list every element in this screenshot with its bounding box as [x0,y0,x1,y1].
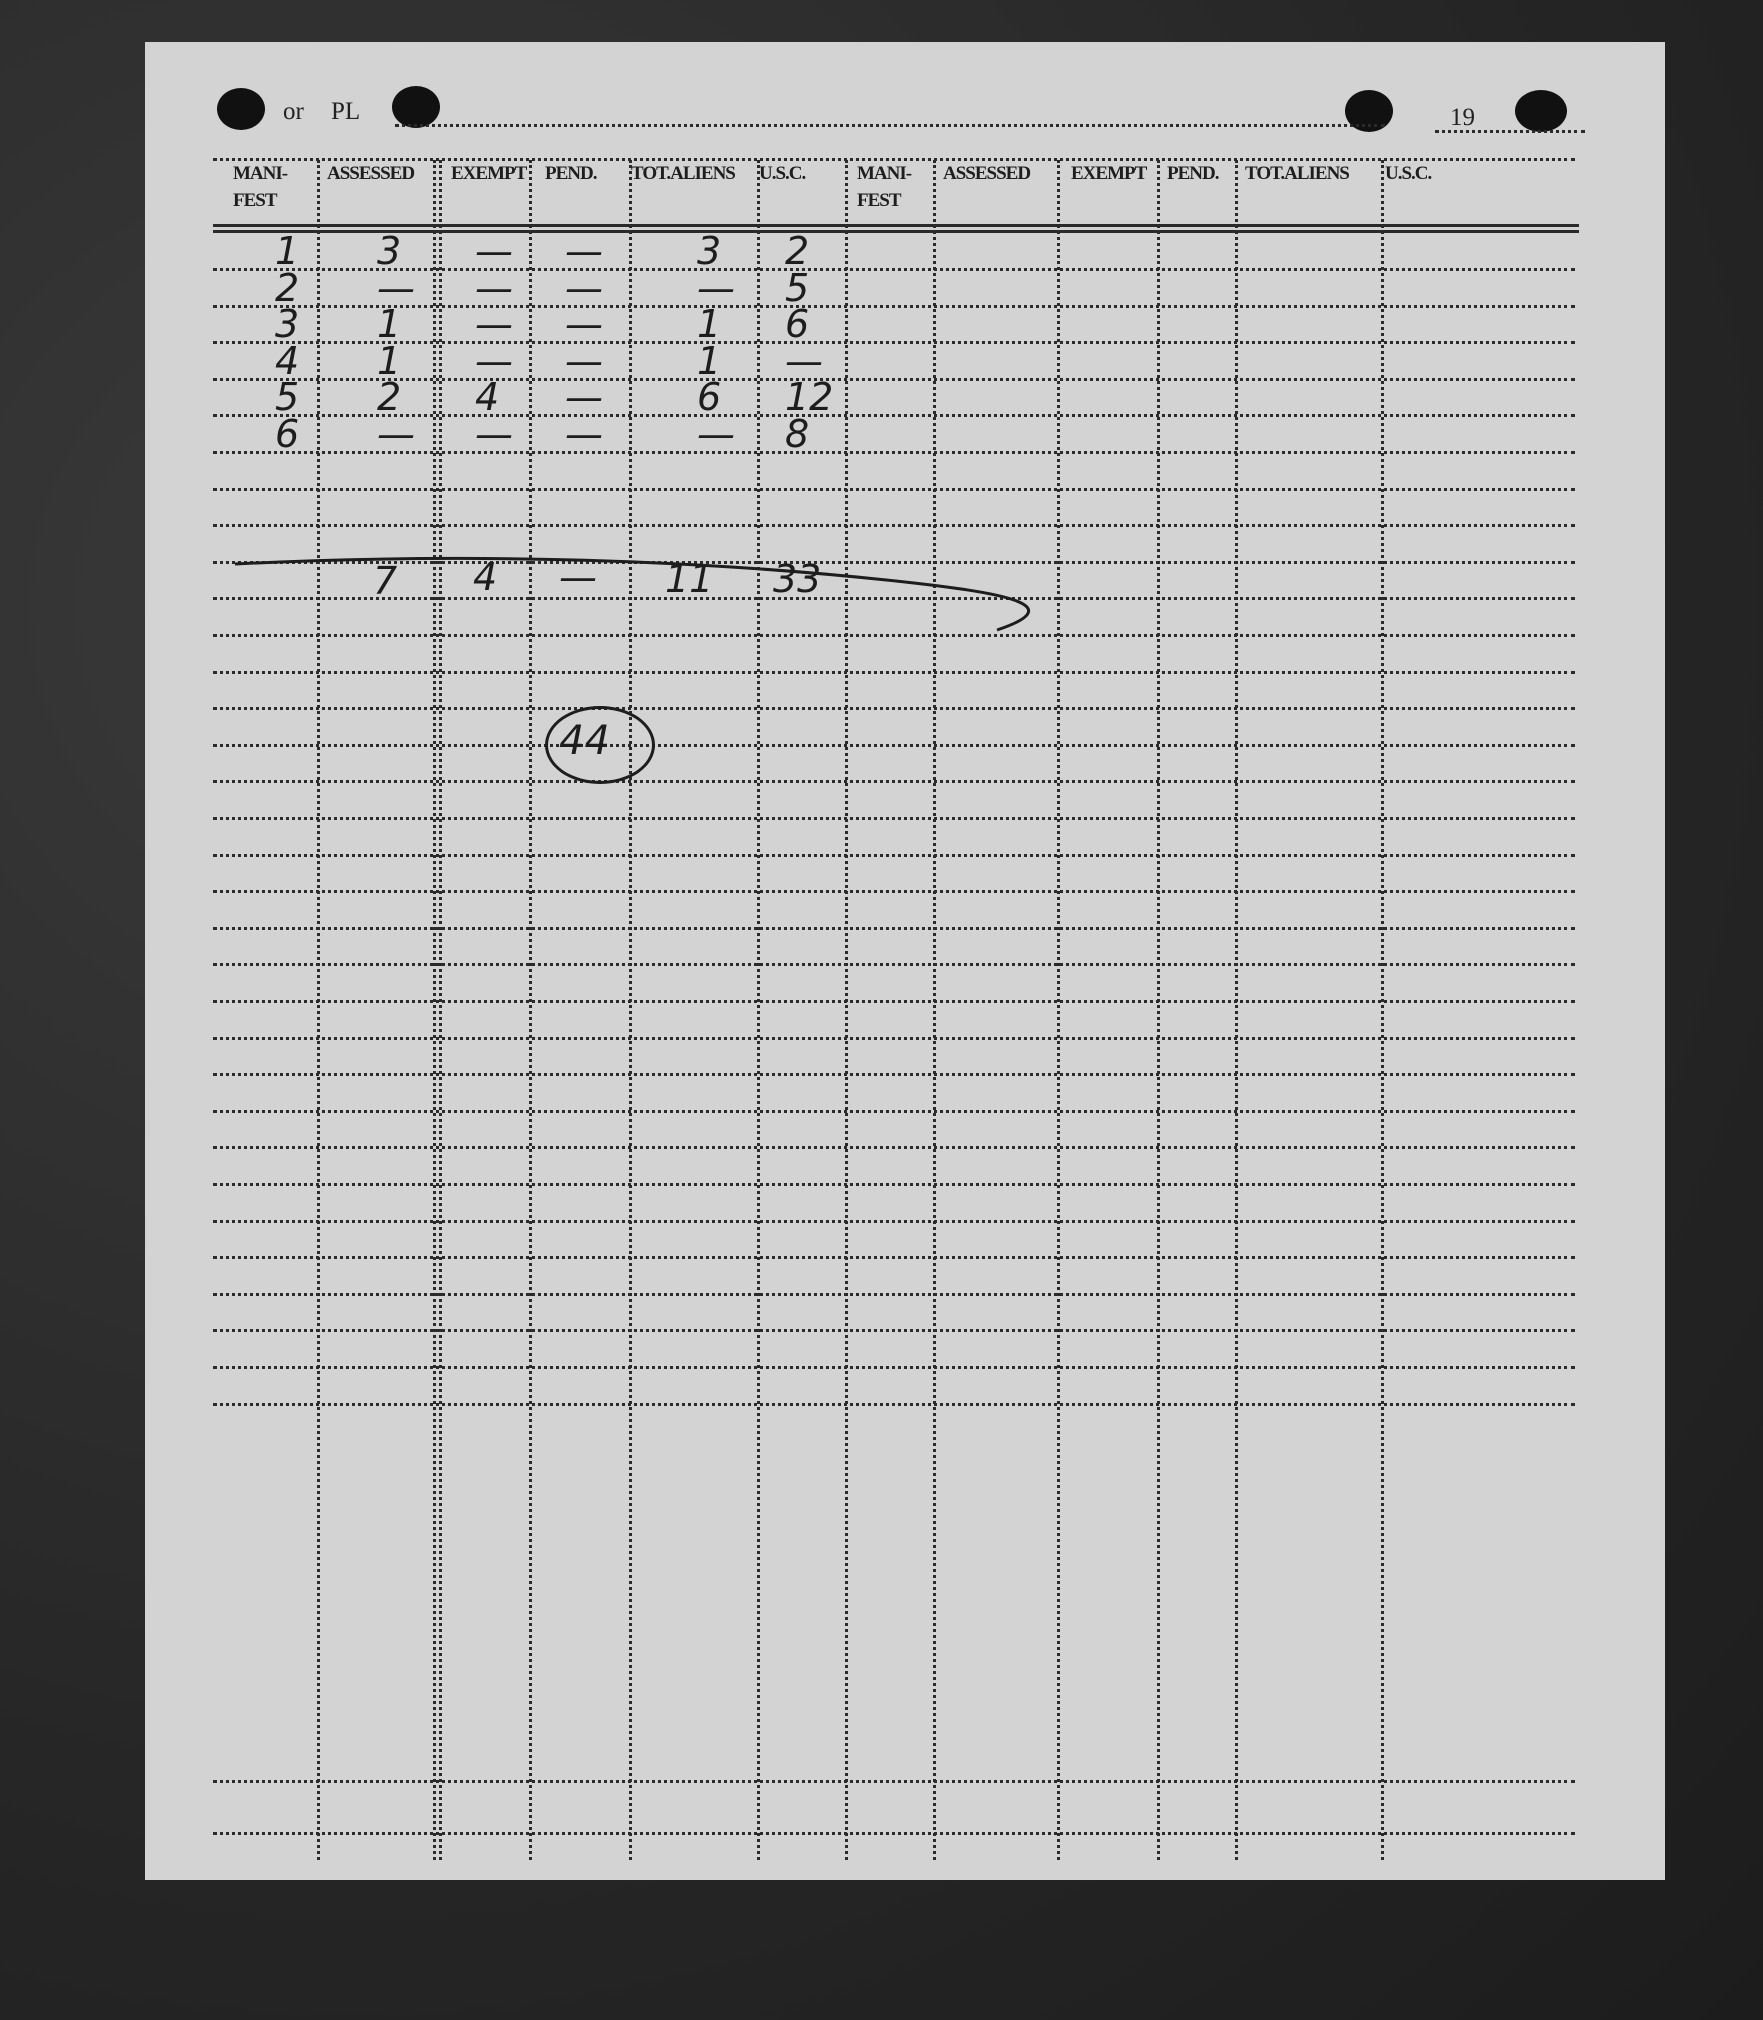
col-usc-right: U.S.C. [1385,163,1432,184]
col-pend-left: PEND. [545,163,597,184]
cell-pend: — [565,302,603,346]
cell-usc: 2 [785,229,810,273]
cell-pend: — [565,339,603,383]
grid-column-line [845,160,848,1860]
grid-row-line [213,378,1575,381]
cell-tot-aliens: — [697,412,735,456]
grid-column-line [1157,160,1160,1860]
grid-column-line [433,160,436,1860]
cell-manifest: 2 [275,266,300,310]
cell-pend: — [565,375,603,419]
grid-row-line [213,488,1575,491]
grid-row-line [213,1146,1575,1149]
grid-column-line [1057,160,1060,1860]
grid-column-line [439,160,442,1860]
cell-tot-aliens: 6 [697,375,722,419]
grid-row-line [213,1256,1575,1259]
grid-row-line [213,707,1575,710]
cell-assessed: 2 [377,375,402,419]
cell-assessed: 1 [377,302,402,346]
cell-assessed: 1 [377,339,402,383]
cell-assessed: 3 [377,229,402,273]
grid-column-line [1235,160,1238,1860]
grid-row-line [213,1110,1575,1113]
cell-tot-aliens: 1 [697,302,722,346]
total-pend: — [559,555,597,599]
grid-row-line [213,927,1575,930]
header-fill-line [395,124,1385,127]
cell-exempt: 4 [475,375,500,419]
grid-footer-line [213,1832,1575,1835]
grid-column-line [629,160,632,1860]
col-manifest-right: MANI- FEST [857,163,912,211]
grid-row-line [213,414,1575,417]
cell-manifest: 4 [275,339,300,383]
grid-row-line [213,305,1575,308]
cell-manifest: 3 [275,302,300,346]
col-exempt-right: EXEMPT [1071,163,1147,184]
year-label: 19 [1450,104,1475,131]
grid-row-line [213,671,1575,674]
cell-tot-aliens: 3 [697,229,722,273]
grid-row-line [213,634,1575,637]
cell-manifest: 1 [275,229,300,273]
cell-exempt: — [475,339,513,383]
cell-assessed: — [377,412,415,456]
grid-column-line [1381,160,1384,1860]
grid-row-line [213,817,1575,820]
cell-tot-aliens: — [697,266,735,310]
col-assessed-left: ASSESSED [327,163,415,184]
grid-column-line [529,160,532,1860]
grid-row-line [213,1366,1575,1369]
cell-exempt: — [475,412,513,456]
grid-row-line [213,780,1575,783]
grid-row-line [213,451,1575,454]
grid-row-line [213,1293,1575,1296]
grid-row-line [213,268,1575,271]
cell-usc: 8 [785,412,810,456]
cell-assessed: — [377,266,415,310]
cell-usc: — [785,339,823,383]
total-exempt: 4 [473,555,498,599]
cell-pend: — [565,412,603,456]
cell-usc: 6 [785,302,810,346]
cell-pend: — [565,266,603,310]
grid-row-line [213,744,1575,747]
cell-manifest: 6 [275,412,300,456]
cell-usc: 12 [785,375,834,419]
col-pend-right: PEND. [1167,163,1219,184]
grid-row-line [213,890,1575,893]
manifest-tally-form [145,42,1665,1880]
grid-row-line [213,1183,1575,1186]
col-totaliens-left: TOT.ALIENS [631,163,735,184]
grid-row-line [213,1037,1575,1040]
total-tot-aliens: 11 [665,557,714,601]
header-year-line [1435,130,1585,133]
or-label: or [283,98,304,125]
redaction-mark [217,88,265,130]
pl-label: PL [331,98,361,125]
total-usc: 33 [773,557,822,601]
grid-row-line [213,1403,1575,1406]
grid-column-line [933,160,936,1860]
total-assessed: 7 [373,559,398,603]
cell-exempt: — [475,229,513,273]
col-exempt-left: EXEMPT [451,163,527,184]
header-bottom-rule [213,224,1579,227]
col-manifest-left: MANI- FEST [233,163,288,211]
grid-row-line [213,1329,1575,1332]
header-bottom-rule-2 [213,230,1579,233]
grid-column-line [317,160,320,1860]
cell-tot-aliens: 1 [697,339,722,383]
grid-row-line [213,341,1575,344]
cell-exempt: — [475,302,513,346]
cell-manifest: 5 [275,375,300,419]
grid-footer-line [213,1780,1575,1783]
col-usc-left: U.S.C. [759,163,806,184]
grid-row-line [213,1220,1575,1223]
cell-pend: — [565,229,603,273]
redaction-mark [392,86,440,128]
grid-row-line [213,854,1575,857]
col-totaliens-right: TOT.ALIENS [1245,163,1349,184]
redaction-mark [1515,90,1567,132]
col-assessed-right: ASSESSED [943,163,1031,184]
cell-exempt: — [475,266,513,310]
grid-row-line [213,1000,1575,1003]
grid-row-line [213,963,1575,966]
grand-total: 44 [559,718,610,764]
grid-row-line [213,1073,1575,1076]
cell-usc: 5 [785,266,810,310]
grid-column-line [757,160,760,1860]
